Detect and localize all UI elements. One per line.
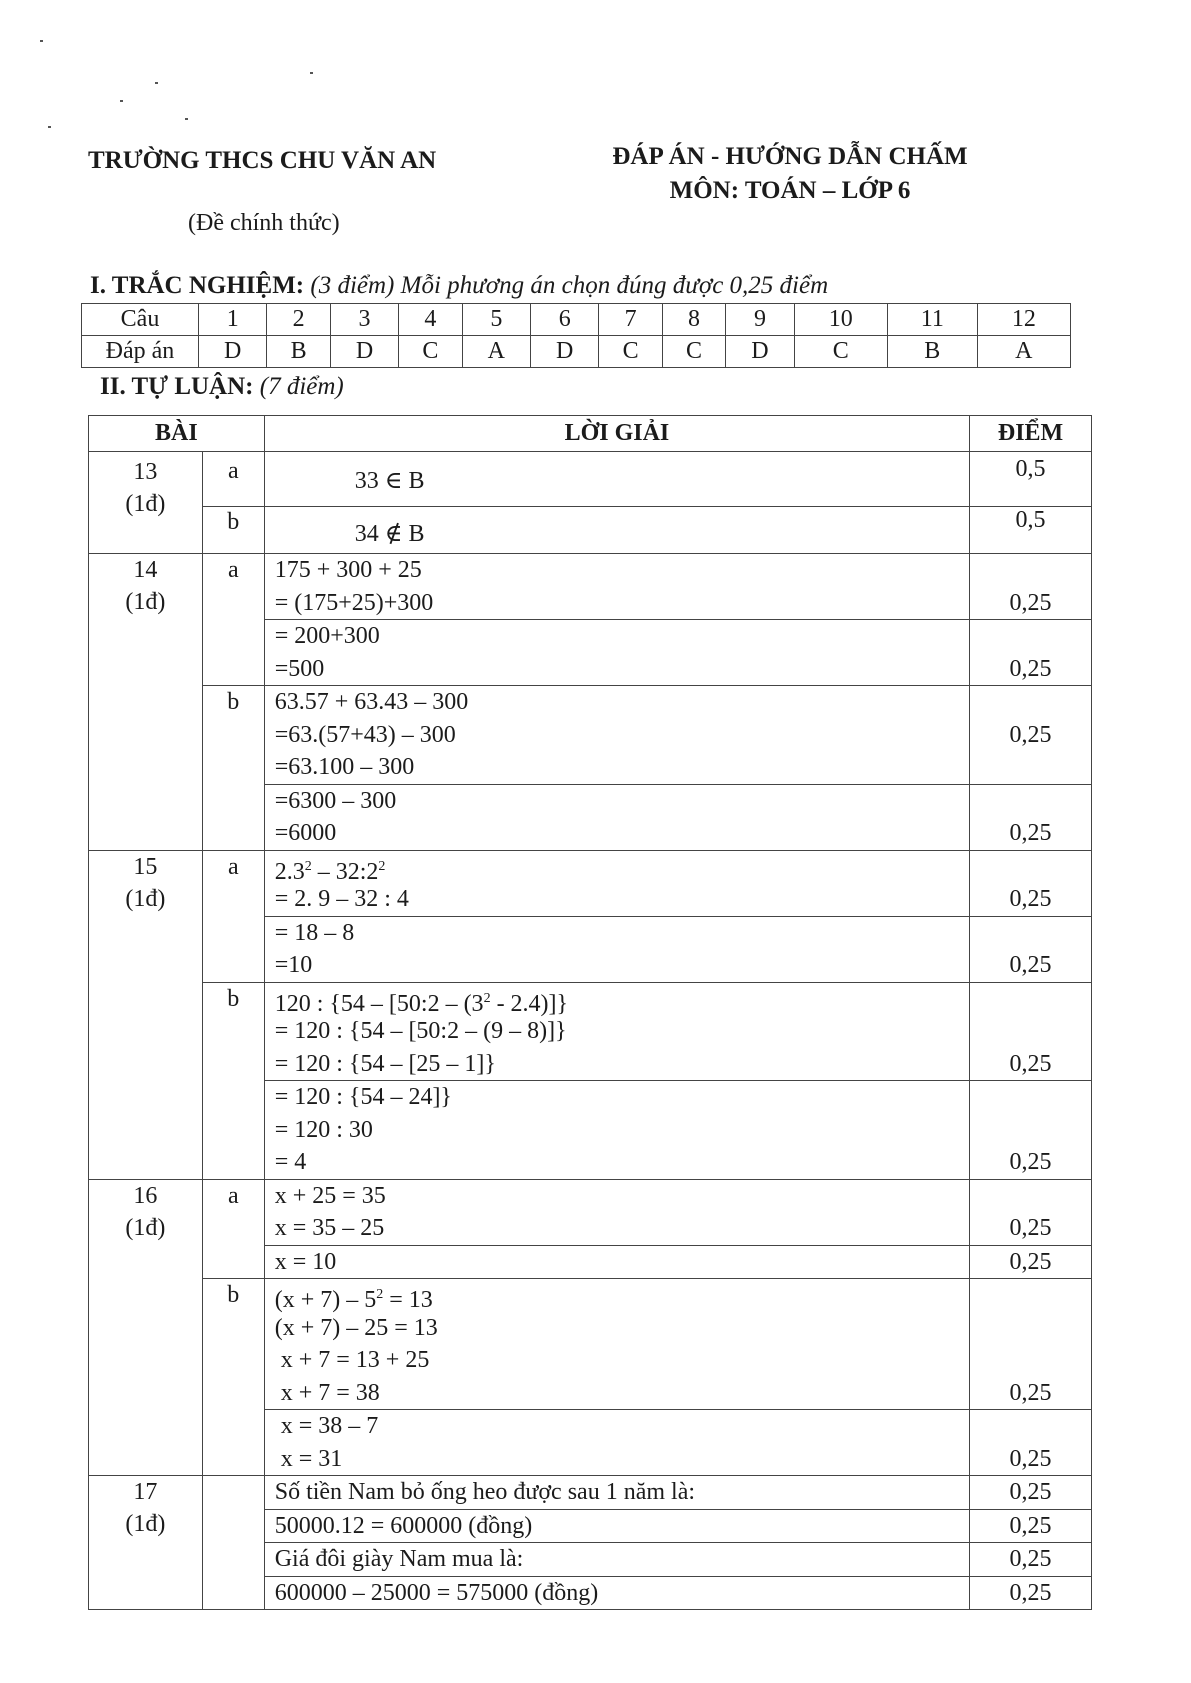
solution-line: x = 35 – 25 xyxy=(274,1215,385,1241)
solution-line: x + 7 = 13 + 25 xyxy=(274,1347,430,1373)
solution-cell xyxy=(264,1245,969,1279)
solution-line: (x + 7) – 25 = 13 xyxy=(274,1314,438,1341)
solution-cell xyxy=(264,1543,969,1577)
score-value: 0,25 xyxy=(1009,1379,1052,1406)
answer-cell: C xyxy=(794,336,887,368)
score-value: 0,25 xyxy=(1009,952,1052,978)
score-value: 0,25 xyxy=(1009,1579,1052,1606)
solution-cell xyxy=(264,916,969,982)
part1-title: I. TRẮC NGHIỆM: xyxy=(90,272,305,299)
solution-cell xyxy=(264,784,969,850)
bai-16-cell xyxy=(89,1179,203,1476)
solution-line: = 4 xyxy=(274,1149,307,1175)
solution-line: Giá đôi giày Nam mua là: xyxy=(274,1546,524,1572)
score-cell xyxy=(970,1179,1092,1245)
b13-b-row xyxy=(89,507,1092,554)
solution-line: 34 ∉ B xyxy=(264,507,969,554)
col-header-diem: ĐIỂM xyxy=(970,416,1092,452)
score-cell xyxy=(970,686,1092,785)
part2-detail: (7 điểm) xyxy=(259,373,344,400)
score-value: 0,5 xyxy=(970,507,1092,554)
b17-row1 xyxy=(89,1476,1092,1510)
question-cell: 2 xyxy=(267,304,330,336)
solution-line: =500 xyxy=(274,655,325,682)
question-cell: 10 xyxy=(794,304,887,336)
answer-row xyxy=(82,336,1071,368)
solution-line: =6300 – 300 xyxy=(274,787,397,814)
score-cell xyxy=(970,1410,1092,1476)
score-cell xyxy=(970,1543,1092,1577)
solution-line: x + 25 = 35 xyxy=(274,1182,386,1209)
b14-b-row1 xyxy=(89,686,1092,785)
score-value: 0,25 xyxy=(1009,1215,1052,1241)
part-label: b xyxy=(202,686,264,851)
score-value: 0,25 xyxy=(1009,655,1052,682)
text: – 32:2 xyxy=(311,858,379,885)
part-label: a xyxy=(202,452,264,507)
answer-cell: C xyxy=(399,336,462,368)
score-cell xyxy=(970,1509,1092,1543)
question-cell: 9 xyxy=(726,304,794,336)
solution-line: = 120 : {54 – [50:2 – (9 – 8)]} xyxy=(274,1018,567,1044)
score-value: 0,25 xyxy=(1009,721,1052,748)
solution-line: =10 xyxy=(274,952,313,978)
col-header-bai: BÀI xyxy=(89,416,265,452)
essay-solution-table xyxy=(88,415,1092,1610)
question-cell: 5 xyxy=(462,304,530,336)
score-value: 0,25 xyxy=(1009,1546,1052,1572)
solution-line: =63.100 – 300 xyxy=(274,754,415,780)
score-cell xyxy=(970,1576,1092,1610)
score-value: 0,25 xyxy=(1009,1149,1052,1175)
solution-line: Số tiền Nam bỏ ống heo được sau 1 năm là: xyxy=(274,1479,696,1505)
bai-points: (1đ) xyxy=(125,1511,166,1537)
solution-line: = 120 : {54 – 24]} xyxy=(274,1084,452,1110)
solution-line: =63.(57+43) – 300 xyxy=(274,721,456,748)
solution-cell xyxy=(264,1476,969,1510)
score-cell xyxy=(970,784,1092,850)
b16-b-row1 xyxy=(89,1279,1092,1410)
solution-line: 50000.12 = 600000 (đồng) xyxy=(274,1512,533,1539)
part1-heading xyxy=(90,272,828,300)
solution-cell xyxy=(264,1410,969,1476)
solution-line: 63.57 + 63.43 – 300 xyxy=(274,689,469,715)
score-value: 0,25 xyxy=(1009,886,1052,912)
score-cell xyxy=(970,1279,1092,1410)
score-value: 0,25 xyxy=(1009,1479,1052,1505)
solution-line: = 120 : 30 xyxy=(274,1116,373,1143)
question-cell: 7 xyxy=(599,304,662,336)
part-label: a xyxy=(202,554,264,686)
question-row xyxy=(82,304,1071,336)
answer-cell: C xyxy=(599,336,662,368)
bai-points: (1đ) xyxy=(125,885,166,912)
b16-a-row1 xyxy=(89,1179,1092,1245)
answer-cell: B xyxy=(887,336,977,368)
solution-line-powers xyxy=(265,851,969,884)
score-value: 0,25 xyxy=(1009,1445,1052,1472)
b13-a-row xyxy=(89,452,1092,507)
bai-number: 17 xyxy=(133,1479,158,1505)
score-cell xyxy=(970,620,1092,686)
answer-cell: D xyxy=(531,336,599,368)
answer-cell: B xyxy=(267,336,330,368)
solution-line: = 18 – 8 xyxy=(274,919,355,946)
solution-cell xyxy=(264,1081,969,1180)
solution-line: = (175+25)+300 xyxy=(274,589,434,616)
bai-points: (1đ) xyxy=(125,491,166,517)
text: = 13 xyxy=(383,1287,433,1313)
bai-15-cell xyxy=(89,850,203,1179)
answer-cell: D xyxy=(726,336,794,368)
answer-cell: C xyxy=(662,336,725,368)
score-value: 0,25 xyxy=(1009,589,1052,616)
answer-cell: A xyxy=(462,336,530,368)
col-header-loigiai: LỜI GIẢI xyxy=(264,416,969,452)
solution-cell xyxy=(264,620,969,686)
subject-line: MÔN: TOÁN – LỚP 6 xyxy=(669,177,911,204)
part-label: b xyxy=(202,982,264,1179)
solution-line-powers xyxy=(265,1279,969,1312)
exponent: 2 xyxy=(304,858,312,874)
school-name: TRƯỜNG THCS CHU VĂN AN xyxy=(88,147,437,174)
text: - 2.4)]} xyxy=(490,990,569,1017)
solution-line: =6000 xyxy=(274,820,337,846)
text: 120 : {54 – [50:2 – (3 xyxy=(274,990,484,1017)
essay-header-row xyxy=(89,416,1092,452)
solution-line: = 2. 9 – 32 : 4 xyxy=(274,886,409,912)
official-note: (Đề chính thức) xyxy=(188,210,340,236)
solution-line: x = 10 xyxy=(274,1248,337,1275)
solution-cell xyxy=(264,1179,969,1245)
solution-cell xyxy=(264,1576,969,1610)
part1-detail: (3 điểm) Mỗi phương án chọn đúng được 0,25 điểm xyxy=(310,272,829,299)
text: (x + 7) – 5 xyxy=(274,1287,377,1313)
solution-line: = 200+300 xyxy=(274,623,380,649)
score-value: 0,25 xyxy=(1009,1512,1052,1539)
question-cell: 3 xyxy=(330,304,398,336)
part-label-empty xyxy=(202,1476,264,1610)
answer-cell: A xyxy=(977,336,1070,368)
b14-a-row1 xyxy=(89,554,1092,620)
score-cell xyxy=(970,1081,1092,1180)
bai-17-cell xyxy=(89,1476,203,1610)
text: 2.3 xyxy=(274,858,305,885)
question-cell: 11 xyxy=(887,304,977,336)
question-cell: 1 xyxy=(199,304,267,336)
solution-line: x = 31 xyxy=(274,1445,343,1472)
question-cell: 4 xyxy=(399,304,462,336)
answer-cell: D xyxy=(199,336,267,368)
exponent: 2 xyxy=(376,1287,384,1302)
part2-heading xyxy=(100,373,344,401)
solution-line: x + 7 = 38 xyxy=(274,1379,380,1406)
question-cell: 6 xyxy=(531,304,599,336)
bai-number: 15 xyxy=(133,853,158,880)
score-value: 0,25 xyxy=(1009,1248,1052,1275)
score-value: 0,25 xyxy=(1009,820,1052,846)
b15-b-row1 xyxy=(89,982,1092,1081)
bai-number: 13 xyxy=(133,459,158,485)
b15-a-row1 xyxy=(89,850,1092,916)
bai-14-cell xyxy=(89,554,203,851)
solution-cell xyxy=(264,686,969,785)
score-value: 0,25 xyxy=(1009,1050,1052,1077)
solution-line: 600000 – 25000 = 575000 (đồng) xyxy=(274,1579,599,1606)
score-cell xyxy=(970,1476,1092,1510)
bai-number: 16 xyxy=(133,1182,158,1209)
solution-line-powers xyxy=(265,983,969,1016)
solution-cell xyxy=(264,554,969,620)
score-cell xyxy=(970,554,1092,620)
solution-line: 33 ∈ B xyxy=(264,452,969,507)
row-label-question: Câu xyxy=(82,304,199,336)
solution-line: = 120 : {54 – [25 – 1]} xyxy=(274,1050,496,1077)
score-cell xyxy=(970,982,1092,1081)
row-label-answer: Đáp án xyxy=(82,336,199,368)
answer-cell: D xyxy=(330,336,398,368)
document-title-block xyxy=(560,140,1020,208)
solution-cell xyxy=(264,1279,969,1410)
bai-number: 14 xyxy=(133,557,158,583)
bai-13-cell xyxy=(89,452,203,554)
score-cell xyxy=(970,1245,1092,1279)
part2-title: II. TỰ LUẬN: xyxy=(100,373,254,400)
solution-cell xyxy=(264,1509,969,1543)
score-cell xyxy=(970,850,1092,916)
part-label: b xyxy=(202,507,264,554)
question-cell: 8 xyxy=(662,304,725,336)
part-label: a xyxy=(202,850,264,982)
exponent: 2 xyxy=(483,990,491,1006)
bai-points: (1đ) xyxy=(125,1214,166,1241)
part-label: a xyxy=(202,1179,264,1279)
solution-line: 175 + 300 + 25 xyxy=(274,557,422,583)
solution-cell xyxy=(264,982,969,1081)
bai-points: (1đ) xyxy=(125,589,166,615)
answer-key-table xyxy=(81,303,1071,368)
solution-line: x = 38 – 7 xyxy=(274,1413,379,1439)
score-cell xyxy=(970,916,1092,982)
solution-cell xyxy=(264,850,969,916)
part-label: b xyxy=(202,1279,264,1476)
exponent: 2 xyxy=(378,858,386,874)
score-value: 0,5 xyxy=(970,452,1092,507)
question-cell: 12 xyxy=(977,304,1070,336)
document-title: ĐÁP ÁN - HƯỚNG DẪN CHẤM xyxy=(612,143,968,170)
